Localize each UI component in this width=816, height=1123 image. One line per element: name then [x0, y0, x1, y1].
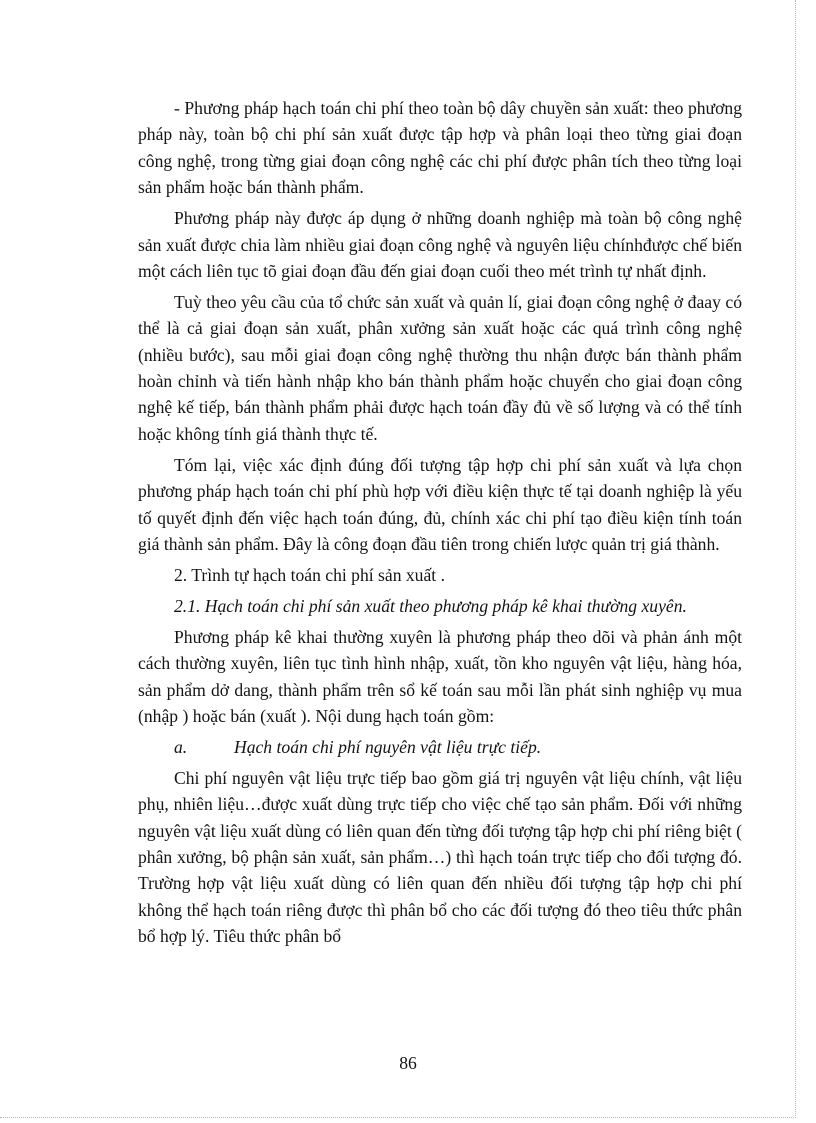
document-body [138, 95, 742, 954]
list-heading-direct-materials [138, 734, 742, 760]
list-heading-text: Hạch toán chi phí nguyên vật liệu trực tiếp. [234, 736, 542, 757]
paragraph-production-line-method: - Phương pháp hạch toán chi phí theo toàn bộ dây chuyền sản xuất: theo phương pháp này, toàn bộ chi phí sản xuất được tập hợp và phân loại theo từng giai đoạn công nghệ, trong từng giai đoạn công nghệ các chi phí được phân tích theo từng loại sản phẩm hoặc bán thành phẩm. [138, 98, 742, 198]
paragraph-method-application: Phương pháp này được áp dụng ở những doanh nghiệp mà toàn bộ công nghệ sản xuất được chia làm nhiều giai đoạn công nghệ và nguyên liệu chínhđược chế biến một cách liên tục tõ giai đoạn đầu đến giai đoạn cuối theo mét trình tự nhất định. [138, 208, 742, 281]
paragraph-production-stages: Tuỳ theo yêu cầu của tổ chức sản xuất và quản lí, giai đoạn công nghệ ở đaay có thể là cả giai đoạn sản xuất, phân xưởng sản xuất hoặc các quá trình công nghệ (nhiều bước), sau mỗi giai đoạn công nghệ thường thu nhận được bán thành phẩm hoàn chỉnh và tiến hành nhập kho bán thành phẩm hoặc chuyển cho giai đoạn công nghệ kế tiếp, bán thành phẩm phải được hạch toán đầy đủ về số lượng và có thể tính hoặc không tính giá thành thực tế. [138, 291, 742, 444]
page-number: 86 [399, 1053, 417, 1073]
paragraph-direct-materials: Chi phí nguyên vật liệu trực tiếp bao gồm giá trị nguyên vật liệu chính, vật liệu phụ, nhiên liệu…được xuất dùng trực tiếp cho việc chế tạo sản phẩm. Đối với những nguyên vật liệu xuất dùng có liên quan đến từng đối tượng tập hợp chi phí riêng biệt ( phân xưởng, bộ phận sản xuất, sản phẩm…) thì hạch toán trực tiếp cho đối tượng đó. Trường hợp vật liệu xuất dùng có liên quan đến nhiều đối tượng tập hợp chi phí không thể hạch toán riêng được thì phân bổ cho các đối tượng đó theo tiêu thức phân bổ hợp lý. Tiêu thức phân bổ [138, 767, 742, 947]
list-marker: a. [174, 736, 188, 757]
section-heading-cost-accounting-sequence: 2. Trình tự hạch toán chi phí sản xuất . [174, 564, 445, 585]
subsection-heading-perpetual-method: 2.1. Hạch toán chi phí sản xuất theo phương pháp kê khai thường xuyên. [174, 595, 687, 616]
paragraph-summary: Tóm lại, việc xác định đúng đối tượng tập hợp chi phí sản xuất và lựa chọn phương pháp hạch toán chi phí phù hợp với điều kiện thực tế tại doanh nghiệp là yếu tố quyết định đến việc hạch toán đúng, đủ, chính xác chi phí tạo điều kiện tính toán giá thành sản phẩm. Đây là công đoạn đầu tiên trong chiến lược quản trị giá thành. [138, 454, 742, 554]
paragraph-perpetual-method: Phương pháp kê khai thường xuyên là phương pháp theo dõi và phản ánh một cách thường xuyên, liên tục tình hình nhập, xuất, tồn kho nguyên vật liệu, hàng hóa, sản phẩm dở dang, thành phẩm trên sổ kế toán sau mỗi lần phát sinh nghiệp vụ mua (nhập ) hoặc bán (xuất ). Nội dung hạch toán gồm: [138, 626, 742, 726]
